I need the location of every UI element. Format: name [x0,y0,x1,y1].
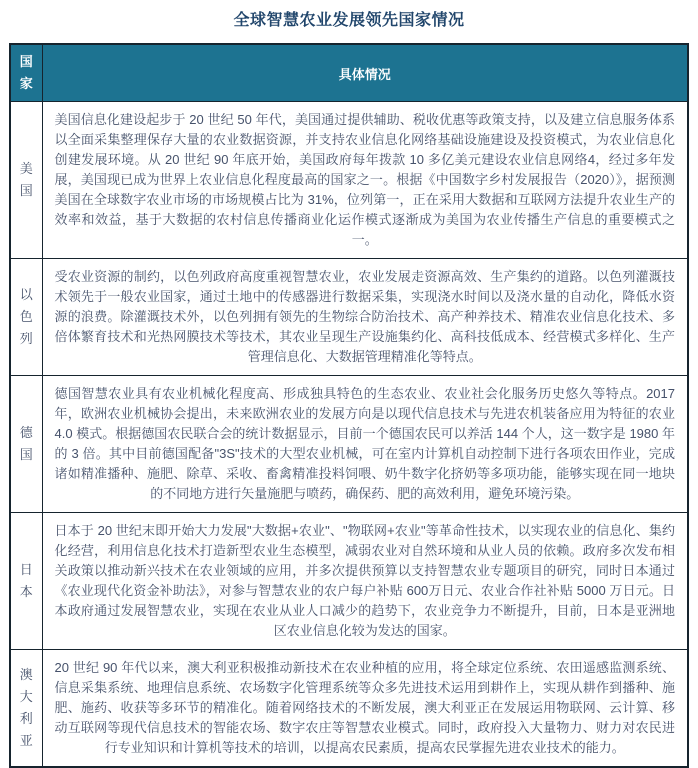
page-title: 全球智慧农业发展领先国家情况 [233,12,465,29]
country-cell-israel [10,259,42,376]
table-row-japan [10,513,688,650]
table-row-usa [10,102,688,259]
country-name-australia: 澳大利亚 [19,667,33,748]
table-row-australia [10,650,688,768]
table-header-row [10,44,688,102]
details-column-header: 具体情况 [42,44,688,102]
country-name-israel: 以色列 [19,287,33,346]
country-cell-australia [10,650,42,768]
details-cell-usa: 美国信息化建设起步于 20 世纪 50 年代，美国通过提供辅助、税收优惠等政策支持，以及建立信息服务体系以全面采集整理保存大量的农业数据资源，并支持农业信息化网络基础设施建设及投资模式，为农业信息化创建发展环境。从 20 世纪 90 年底开始，美国政府每年拨款 10 多亿美元建设农业信息网络4，经过多年发展，美国现已成为世界上农业信息化程度最高的国家之一。根据《中国数字乡村发展报告（2020）》，据预测美国在全球数字农业市场的市场规模占比为 31%，位列第一，正在采用大数据和互联网方法提升农业生产的效率和效益，基于大数据的农村信息传播商业化运作模式逐渐成为美国为农业传播生产信息的重要模式之一。 [42,102,688,259]
country-cell-germany [10,376,42,513]
details-cell-germany: 德国智慧农业具有农业机械化程度高、形成独具特色的生态农业、农业社会化服务历史悠久等特点。2017 年，欧洲农业机械协会提出，未来欧洲农业的发展方向是以现代信息技术与先进农机装备应用为特征的农业 4.0 模式。根据德国农民联合会的统计数据显示，目前一个德国农民可以养活 144 个人，这一数字是 1980 年的 3 倍。其中目前德国配备"3S"技术的大型农业机械，可在室内计算机自动控制下进行各项农田作业，完成诸如精准播种、施肥、除草、采收、畜禽精准投料饲喂、奶牛数字化挤奶等多项功能，能够实现在同一地块的不同地方进行矢量施肥与喷药，确保药、肥的高效利用，避免环境污染。 [42,376,688,513]
details-cell-japan: 日本于 20 世纪末即开始大力发展"大数据+农业"、"物联网+农业"等革命性技术，以实现农业的信息化、集约化经营，利用信息化技术打造新型农业生态模型，减弱农业对自然环境和从业人员的依赖。政府多次发布相关政策以推动新兴技术在农业领域的应用，并多次提供预算以支持智慧农业专题项目的研究，同时日本通过《农业现代化资金补助法》，对参与智慧农业的农户每户补贴 600万日元、农业合作社补贴 5000 万日元。日本政府通过发展智慧农业，实现在农业从业人口减少的趋势下，农业竞争力不断提升，目前，日本是亚洲地区农业信息化较为发达的国家。 [42,513,688,650]
table-row-germany [10,376,688,513]
country-name-usa: 美国 [19,161,33,198]
table-row-israel [10,259,688,376]
country-name-japan: 日本 [19,562,33,599]
details-cell-israel: 受农业资源的制约，以色列政府高度重视智慧农业，农业发展走资源高效、生产集约的道路。以色列灌溉技术领先于一般农业国家，通过土地中的传感器进行数据采集，实现浇水时间以及浇水量的自动化，降低水资源的浪费。除灌溉技术外，以色列拥有领先的生物综合防治技术、高产种养技术、精准农业信息化技术、多倍体繁育技术和光热网膜技术等技术，其农业呈现生产设施集约化、高科技低成本、经营模式多样化、生产管理信息化、大数据管理精准化等特点。 [42,259,688,376]
country-cell-japan [10,513,42,650]
details-cell-australia: 20 世纪 90 年代以来，澳大利亚积极推动新技术在农业种植的应用，将全球定位系统、农田遥感监测系统、信息采集系统、地理信息系统、农场数字化管理系统等众多先进技术运用到耕作上，实现从耕作到播种、施肥、施药、收获等多环节的精准化。随着网络技术的不断发展，澳大利亚正在发展运用物联网、云计算、移动互联网等现代信息技术的智能农场、数字农庄等智慧农业模式。同时，政府投入大量物力、财力对农民进行专业知识和计算机等技术的培训，以提高农民素质，提高农民掌握先进农业技术的能力。 [42,650,688,768]
smart-agriculture-table [9,43,689,768]
country-name-germany: 德国 [19,425,33,462]
country-column-header [10,44,42,102]
country-header-label: 国家 [19,54,33,91]
country-cell-usa [10,102,42,259]
